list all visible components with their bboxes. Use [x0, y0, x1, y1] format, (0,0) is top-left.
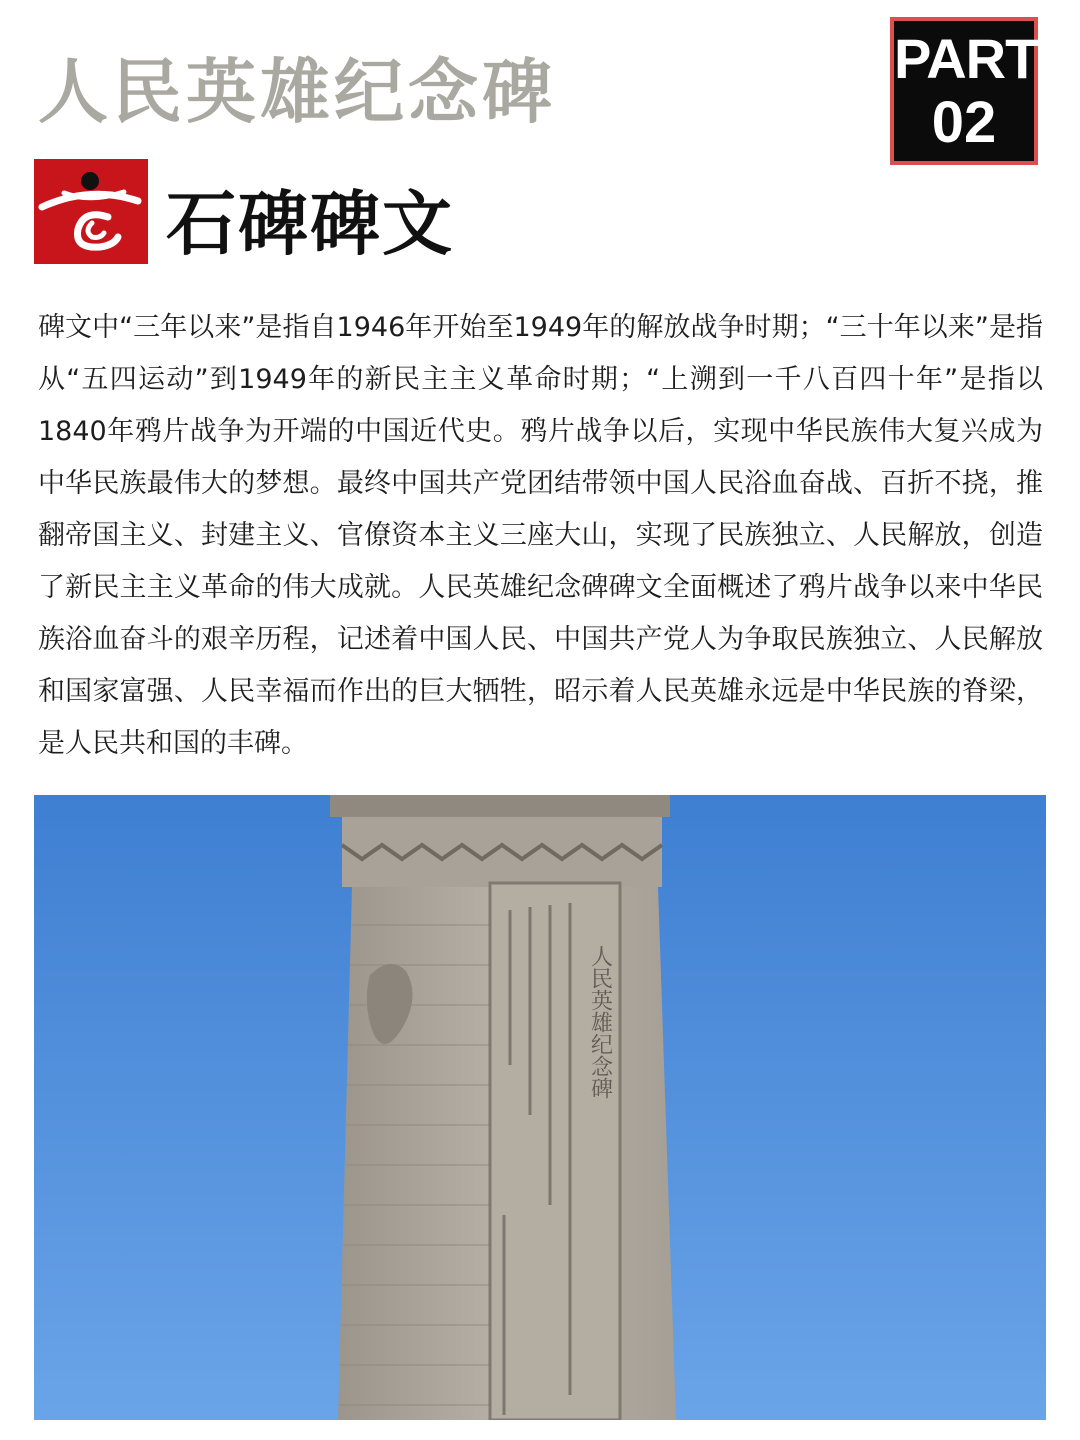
- monument-inscription-title: 人民英雄纪念碑: [587, 945, 613, 1099]
- part-number: 02: [931, 90, 997, 155]
- page-title: 人民英雄纪念碑: [38, 50, 556, 133]
- part-label: PART: [894, 27, 1039, 90]
- body-paragraph: 碑文中“三年以来”是指自1946年开始至1949年的解放战争时期；“三十年以来”是指从“五四运动”到1949年的新民主主义革命时期；“上溯到一千八百四十年”是指以1840年鸦片战争为开端的中国近代史。鸦片战争以后，实现中华民族伟大复兴成为中华民族最伟大的梦想。最终中国共产党团结带领中国人民浴血奋战、百折不挠，推翻帝国主义、封建主义、官僚资本主义三座大山，实现了民族独立、人民解放，创造了新民主主义革命的伟大成就。人民英雄纪念碑碑文全面概述了鸦片战争以来中华民族浴血奋斗的艰辛历程，记述着中国人民、中国共产党人为争取民族独立、人民解放和国家富强、人民幸福而作出的巨大牺牲，昭示着人民英雄永远是中华民族的脊梁，是人民共和国的丰碑。: [38, 312, 1043, 759]
- red-swirl-logo-icon: [34, 159, 148, 264]
- section-title: 石碑碑文: [166, 182, 454, 265]
- monument-photo: [34, 795, 1046, 1420]
- part-badge: [890, 17, 1038, 165]
